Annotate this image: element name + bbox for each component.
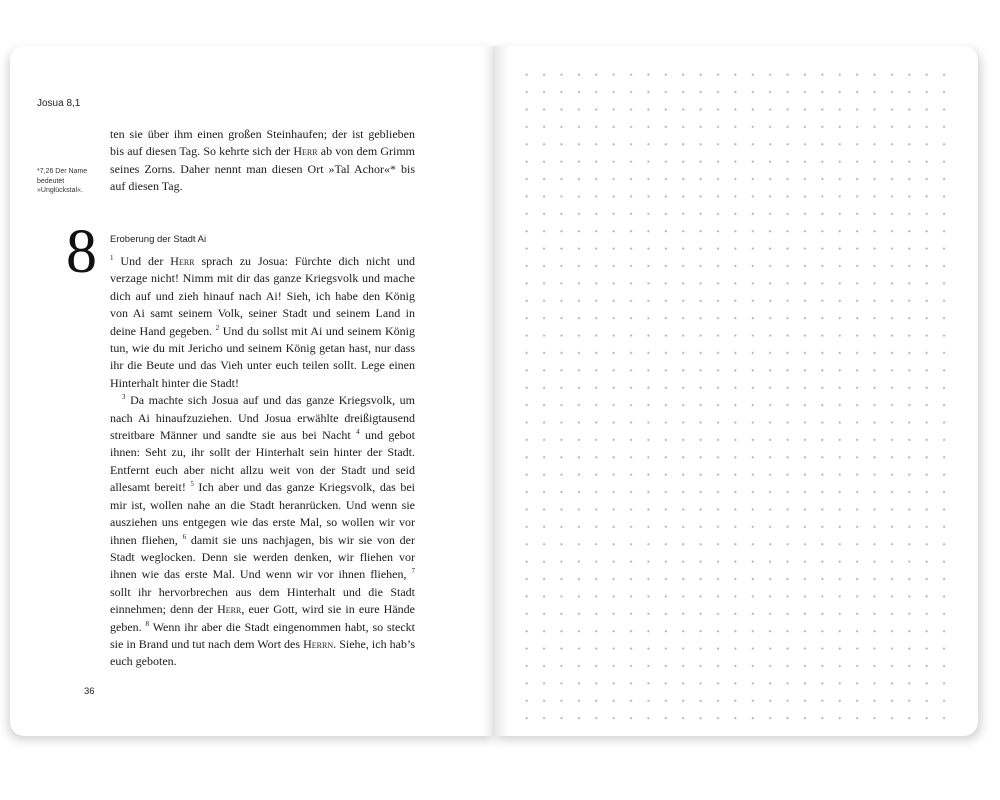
verse-number: 1 xyxy=(110,254,114,262)
left-page xyxy=(10,46,494,736)
dot-grid-notes-area xyxy=(518,66,960,722)
running-head: Josua 8,1 xyxy=(37,98,81,109)
lord-small-caps: Herrn xyxy=(303,636,334,651)
previous-chapter-text: ten sie über ihm einen großen Steinhaufen; der ist geblieben bis auf diesen Tag. So kehrte sich der Herr ab von dem Grimm seines Zorns. Daher nennt man diesen Ort »Tal Achor«* bis auf diesen Tag. xyxy=(110,127,415,194)
lord-small-caps: Herr xyxy=(217,602,242,617)
section-heading: Eroberung der Stadt Ai xyxy=(110,234,207,245)
gutter-shadow-right xyxy=(494,46,508,736)
verse-number: 8 xyxy=(145,619,150,628)
verse-number: 2 xyxy=(215,323,220,332)
paragraph: $^1$ Und der Herr sprach zu Josua: Fürchte dich nicht und verzage nicht! Nimm mit dir das ganze Kriegsvolk und mache dich auf und zieh hinauf nach Ai! Sieh, ich habe den König von Ai samt seinem Volk, seiner Stadt und seinem Land in deine Hand gegeben. $^2$ Und du sollst mit Ai und seinem König tun, wie du mit Jericho und seinem König getan hast, nur dass ihr die Beute und das Vieh unter euch teilen sollt. Lege einen Hinterhalt hinter die Stadt! xyxy=(110,254,415,390)
chapter-number: 8 xyxy=(66,218,97,286)
lord-small-caps: Herr xyxy=(293,144,318,159)
chapter-text xyxy=(110,253,415,671)
verse-number: 4 xyxy=(356,428,360,437)
verse-number: 6 xyxy=(182,532,187,541)
margin-footnote: *7,26 Der Name bedeutet »Unglückstal«. xyxy=(37,168,88,194)
paragraph: $^3$ Da machte sich Josua auf und das ganze Kriegsvolk, um nach Ai hinaufzuziehen. Und Josua erwählte dreißigtausend streitbare Männer und sandte sie aus bei Nacht $^4$ und gebot ihnen: Seht zu, ihr sollt der Hinterhalt sein hinter der Stadt. Entfernt euch aber nicht allzu weit von der Stadt und seid allesamt bereit! $^5$ Ich aber und das ganze Kriegsvolk, das bei mir ist, wollen nahe an die Stadt heranrücken. Und wenn sie ausziehen uns entgegen wie das erste Mal, so wollen wir vor ihnen fliehen, $^6$ damit sie uns nachjagen, bis wir sie von der Stadt weglocken. Denn sie werden denken, wir fliehen vor ihnen wie das erste Mal. Und wenn wir vor ihnen fliehen, $^7$ sollt ihr hervorbrechen aus dem Hinterhalt und die Stadt einnehmen; denn der Herr, euer Gott, wird sie in eure Hände geben. $^8$ Wenn ihr aber die Stadt eingenommen habt, so steckt sie in Brand und tut nach dem Wort des Herrn. Siehe, ich hab’s euch geboten. xyxy=(110,393,415,669)
verse-number: 5 xyxy=(190,480,194,489)
verse-number: 3 xyxy=(122,393,126,402)
verse-number: 7 xyxy=(411,567,415,576)
gutter-shadow-left xyxy=(482,46,494,736)
right-page xyxy=(494,46,978,736)
open-book xyxy=(10,46,978,736)
page-number: 36 xyxy=(84,686,95,697)
lord-small-caps: Herr xyxy=(170,254,195,268)
